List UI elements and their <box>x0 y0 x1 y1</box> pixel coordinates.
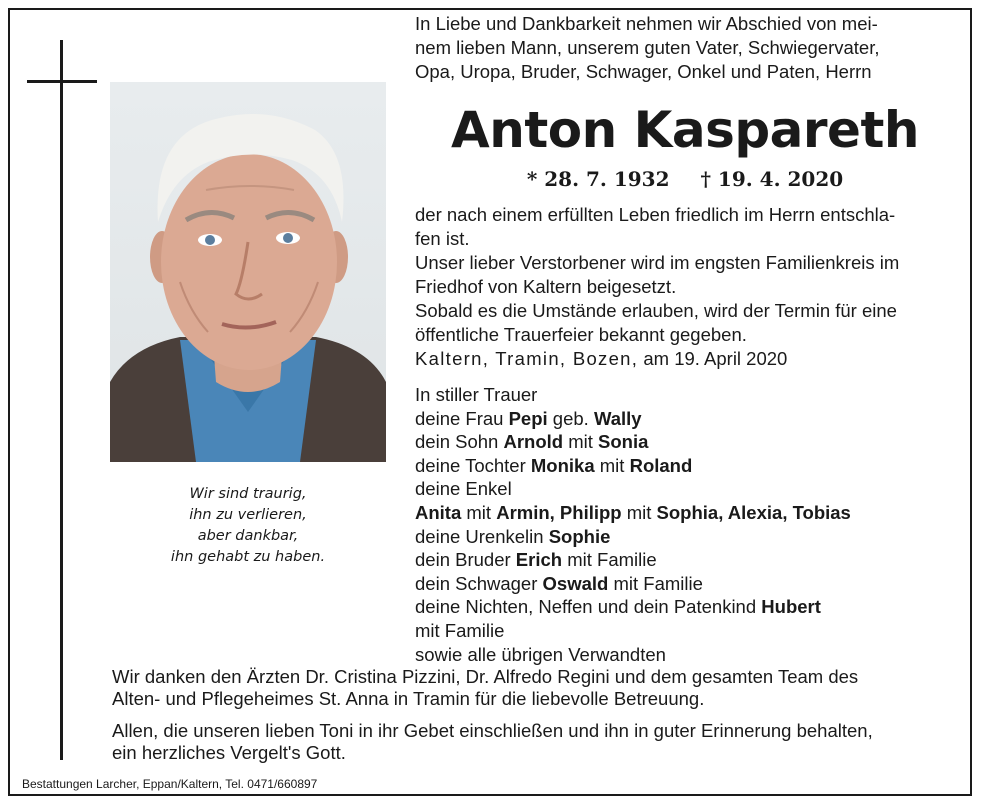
mourner-text: mit Familie <box>415 619 505 641</box>
death-date: † 19. 4. 2020 <box>700 167 844 191</box>
mourner-text: deine Frau <box>415 407 509 429</box>
mourner-name: Oswald <box>542 572 609 594</box>
mourner-line <box>415 572 955 596</box>
birth-date: * 28. 7. 1932 <box>526 167 670 191</box>
mourner-name: Anita <box>415 501 462 523</box>
mourner-name: Armin, Philipp <box>496 501 622 523</box>
intro-line: nem lieben Mann, unserem guten Vater, Schwiegervater, <box>415 37 880 58</box>
body-line: fen ist. <box>415 228 470 249</box>
mourner-line <box>415 477 955 501</box>
mourner-name: Monika <box>530 454 595 476</box>
body-line: Friedhof von Kaltern beigesetzt. <box>415 276 677 297</box>
intro-text <box>415 12 955 84</box>
quote-line: ihn zu verlieren, <box>189 507 307 523</box>
mourner-text: mit <box>621 501 657 523</box>
mourner-line <box>415 643 955 667</box>
mourner-text: geb. <box>547 407 594 429</box>
mourner-text: mit <box>563 431 599 453</box>
mourner-line <box>415 383 955 407</box>
funeral-home-footer: Bestattungen Larcher, Eppan/Kaltern, Tel. 0471/660897 <box>22 777 318 791</box>
mourner-line <box>415 595 955 619</box>
thanks-line: Wir danken den Ärzten Dr. Cristina Pizzini, Dr. Alfredo Regini und dem gesamten Team des <box>112 666 859 687</box>
mourner-text: dein Bruder <box>415 549 516 571</box>
mourner-name: Erich <box>515 549 563 571</box>
mourner-text: mit Familie <box>562 549 657 571</box>
place-date: am 19. April 2020 <box>643 348 788 369</box>
mourner-text: dein Sohn <box>415 431 504 453</box>
place-names: Kaltern, Tramin, Bozen, <box>415 348 639 369</box>
mourner-name: Wally <box>593 407 642 429</box>
life-dates <box>415 166 955 192</box>
mourner-text: mit Familie <box>608 572 703 594</box>
paragraph-gap <box>112 710 957 720</box>
mourner-name: Arnold <box>503 431 564 453</box>
mourner-text: deine Nichten, Neffen und dein Patenkind <box>415 596 762 618</box>
mourner-text: deine Tochter <box>415 454 531 476</box>
mourner-name: Roland <box>629 454 693 476</box>
mourner-line <box>415 501 955 525</box>
quote <box>110 484 386 568</box>
mourner-text: deine Enkel <box>415 478 512 500</box>
deceased-name: Anton Kaspareth <box>451 101 919 159</box>
cross-vertical-bar <box>60 40 63 760</box>
mourner-text: deine Urenkelin <box>415 525 549 547</box>
mourner-line <box>415 525 955 549</box>
thanks-line: Alten- und Pflegeheimes St. Anna in Tramin für die liebevolle Betreuung. <box>112 688 705 709</box>
place-and-date <box>415 347 955 371</box>
quote-line: Wir sind traurig, <box>189 486 307 502</box>
mourner-line <box>415 430 955 454</box>
mourner-line <box>415 407 955 431</box>
mourner-name: Sonia <box>598 431 649 453</box>
mourner-line <box>415 454 955 478</box>
mourners-list <box>415 383 955 666</box>
body-line: der nach einem erfüllten Leben friedlich im Herrn entschla- <box>415 204 896 225</box>
mourner-name: Sophia, Alexia, Tobias <box>656 501 851 523</box>
mourner-line <box>415 548 955 572</box>
intro-line: Opa, Uropa, Bruder, Schwager, Onkel und Paten, Herrn <box>415 61 872 82</box>
mourner-name: Pepi <box>508 407 548 429</box>
cross-horizontal-bar <box>27 80 97 83</box>
mourner-text: mit <box>594 454 630 476</box>
body-line: Unser lieber Verstorbener wird im engsten Familienkreis im <box>415 252 900 273</box>
mourner-text: sowie alle übrigen Verwandten <box>415 643 666 665</box>
mourner-text: dein Schwager <box>415 572 543 594</box>
body-line: öffentliche Trauerfeier bekannt gegeben. <box>415 324 747 345</box>
portrait-illustration <box>110 82 386 462</box>
mourner-name: Sophie <box>548 525 611 547</box>
body-line: Sobald es die Umstände erlauben, wird der Termin für eine <box>415 300 897 321</box>
mourner-text: mit <box>461 501 497 523</box>
mourner-name: Hubert <box>761 596 821 618</box>
mourner-text: In stiller Trauer <box>415 384 538 405</box>
thanks-text <box>112 666 957 764</box>
thanks-line: ein herzliches Vergelt's Gott. <box>112 742 346 763</box>
announcement-text <box>415 203 955 347</box>
mourner-line <box>415 619 955 643</box>
quote-line: ihn gehabt zu haben. <box>170 549 326 565</box>
quote-line: aber dankbar, <box>197 528 299 544</box>
portrait-photo <box>110 82 386 462</box>
thanks-line: Allen, die unseren lieben Toni in ihr Gebet einschließen und ihn in guter Erinnerung behalten, <box>112 720 873 741</box>
intro-line: In Liebe und Dankbarkeit nehmen wir Abschied von mei- <box>415 13 878 34</box>
